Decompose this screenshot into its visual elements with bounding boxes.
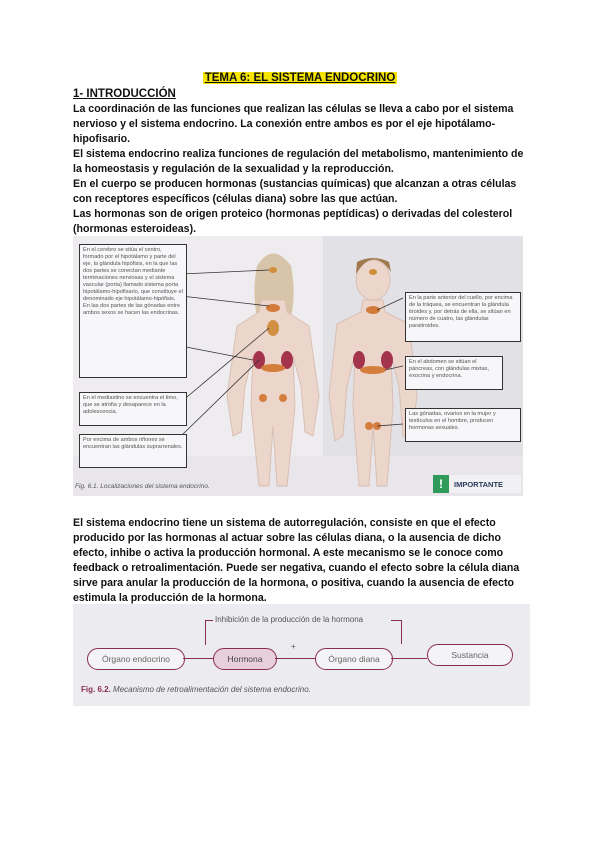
exclamation-icon: ! [433,475,449,493]
target-organ-node: Órgano diana [315,648,393,670]
plus-sign: + [291,642,296,651]
figure1-caption: Fig. 6.1. Localizaciones del sistema endocrino. [75,483,210,490]
callout-gonads: Las gónadas, ovarios en la mujer y testículos en el hombre, producen hormonas sexuales. [405,408,521,442]
paragraph-coordination: La coordinación de las funciones que realizan las células se lleva a cabo por el sistema nervioso y el sistema endocrino. La conexión entre ambos es por el eje hipotálamo-hipofisario. [73,103,514,145]
important-badge [433,475,521,493]
substance-node: Sustancia [427,644,513,666]
callout-adrenal: Por encima de ambos riñones se encuentran las glándulas suprarrenales. [79,434,187,468]
callout-thyroid: En la parte anterior del cuello, por encima de la tráquea, se encuentran la glándula tiroides y, por detrás de ella, se sitúan en número de cuatro, las glándulas paratiroides. [405,292,521,342]
inhibition-label: Inhibición de la producción de la hormona [215,615,364,624]
paragraph-functions: El sistema endocrino realiza funciones de regulación del metabolismo, mantenimiento de la homeostasis y regulación de la sexualidad y la reproducción. [73,148,524,175]
hormone-node: Hormona [213,648,277,670]
callout-hypothalamus: En el cerebro se sitúa el centro, formado por el hipotálamo y parte del eje, la glándula hipófisis, en la que las dos partes se conectan mediante terminaciones nerviosas y el sistema vascular (porta) llamado sistema porta hipotálamo-hipofisario, que constituye el denominado eje hipotálamo-hipófisis. En las dos partes de las gónadas entre ambos sexos se hacen las endocrinas. [79,244,187,378]
endocrine-locations-figure [73,236,523,496]
endocrine-organ-node: Órgano endocrino [87,648,185,670]
figure2-caption: Fig. 6.2. Mecanismo de retroalimentación del sistema endocrino. [81,685,311,694]
paragraph-hormone-origin: Las hormonas son de origen proteico (hormonas peptídicas) o derivadas del colesterol (hormonas esteroideas). [73,208,513,235]
callout-pancreas: En el abdomen se sitúan el páncreas, con glándulas mixtas, exocrina y endocrina. [405,356,503,390]
feedback-diagram [73,604,530,706]
page-title: TEMA 6: EL SISTEMA ENDOCRINO [204,72,396,84]
important-label: IMPORTANTE [454,479,504,489]
callout-thymus: En el mediastino se encuentra el timo, que se atrofia y desaparece en la adolescencia. [79,392,187,426]
paragraph-hormones: En el cuerpo se producen hormonas (sustancias químicas) que alcanzan a otras células con receptores específicos (células diana) sobre las que actúan. [73,178,517,205]
section-heading: 1- INTRODUCCIÓN [73,88,176,100]
paragraph-feedback: El sistema endocrino tiene un sistema de autorregulación, consiste en que el efecto producido por las hormonas al actuar sobre las células diana, o la ausencia de dicho efecto, inhibe o activa la producción hormonal. A este mecanismo se le conoce como feedback o retroalimentación. Puede ser negativa, cuando el efecto sobre la célula diana sirve para anular la producción de la hormona, o positiva, cuando la ausencia de efecto estimula la producción de la hormona. [73,517,520,604]
